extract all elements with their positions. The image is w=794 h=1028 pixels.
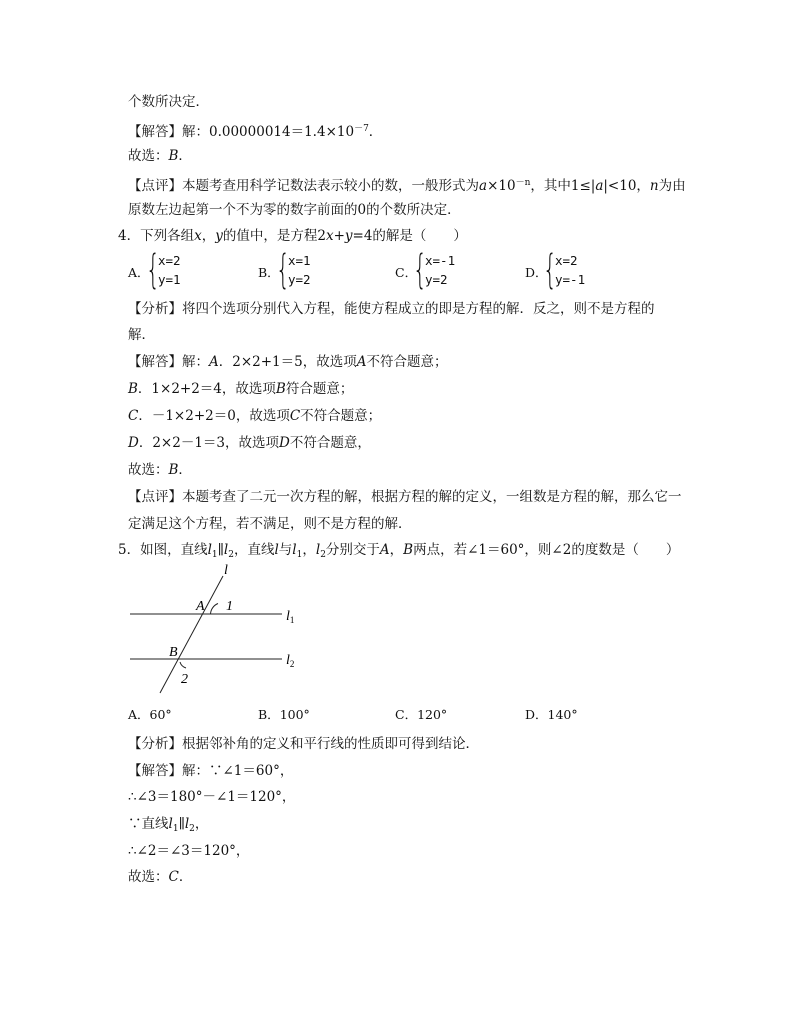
answer-calc: ．2×2－1＝3，故选项 (138, 435, 279, 451)
option-label: B． (258, 707, 280, 722)
stem-point-a: A (379, 542, 390, 558)
geometry-figure (120, 560, 320, 700)
answer-text: 解：∵∠1＝60°， (182, 763, 294, 779)
option-value: 120° (417, 707, 448, 722)
stem-var-x2: x (325, 228, 334, 244)
answer-letter: D (128, 435, 139, 451)
answer-text: 解：0.00000014＝1.4×10 (182, 124, 355, 140)
brace-icon: { (146, 247, 160, 293)
stem-sub-2b: 2 (320, 550, 326, 560)
label-l2 (286, 653, 294, 669)
q4-comment-line-1 (128, 487, 682, 507)
label-l2-main: l (286, 653, 290, 668)
answer-tail: 不符合题意； (300, 408, 382, 424)
option-a-system (146, 247, 181, 293)
stem-parallel: ∥ (217, 542, 224, 558)
comment-text-c: ，其中1≤| (530, 178, 596, 194)
system-row-1: x=-1 (425, 253, 456, 268)
option-value: 140° (547, 707, 578, 722)
q5-answer-line-2 (128, 787, 295, 807)
stem-var-l1b: l (292, 542, 297, 558)
comment-tag: 【点评】 (128, 178, 182, 194)
choose-value: B (168, 462, 179, 478)
option-a (128, 706, 172, 724)
answer-text-3: ∵直线 (128, 816, 169, 832)
q4-answer-b (128, 379, 353, 399)
answer-letter: A (209, 354, 219, 370)
answer-sub-2: 2 (189, 824, 195, 834)
answer-letter: B (128, 381, 138, 397)
comment-text-b: ×10 (487, 178, 516, 194)
label-point-b: B (169, 645, 178, 660)
answer-tag: 【解答】 (128, 763, 182, 779)
q4-stem (118, 226, 467, 246)
system-row-1: x=2 (555, 253, 578, 268)
brace-icon: { (543, 247, 557, 293)
comment-text-2: 定满足这个方程，若不满足，则不是方程的解． (128, 516, 412, 532)
q5-analysis-line (128, 734, 479, 754)
q5-answer-line-4 (128, 841, 249, 861)
stem-var-y2: y (344, 228, 353, 244)
prev-continuation (128, 92, 209, 112)
comment-exp: －n (515, 178, 531, 188)
q4-choose-line (128, 460, 192, 480)
q4-analysis-line-2 (128, 325, 155, 345)
label-l2-sub: 2 (289, 659, 295, 669)
line-l (160, 576, 223, 693)
answer-calc: ．2×2+1＝5，故选项 (218, 354, 357, 370)
question-number: 4． (118, 228, 141, 244)
analysis-tag: 【分析】 (128, 736, 182, 752)
q4-comment-line-2 (128, 514, 412, 534)
option-value: 100° (279, 707, 310, 722)
system-row-2: y=1 (158, 272, 181, 287)
stem-text-c: =4的解是（ ） (352, 228, 467, 244)
option-label-d: D． (525, 265, 548, 280)
stem-text-c: 与 (278, 542, 293, 558)
system-row-2: y=2 (288, 272, 311, 287)
comment-tag: 【点评】 (128, 489, 182, 505)
option-c (395, 706, 447, 724)
prev-choose-line (128, 146, 192, 166)
label-l: l (224, 563, 228, 578)
choose-end: ． (178, 869, 193, 885)
q5-choose-line (128, 867, 192, 887)
comment-text-e: 为由 (658, 178, 686, 194)
q4-analysis-line-1 (128, 299, 655, 319)
answer-tail: 不符合题意， (289, 435, 371, 451)
comment-var-n: n (649, 178, 659, 194)
system-row-1: x=1 (288, 253, 311, 268)
stem-comma: ， (302, 542, 316, 558)
stem-var-y: y (215, 228, 223, 244)
choose-value: B (168, 148, 179, 164)
answer-text-4: ∴∠2＝∠3＝120°， (128, 843, 250, 859)
option-label: C． (395, 707, 418, 722)
option-label: D． (525, 707, 548, 722)
choose-label: 故选： (128, 869, 169, 885)
label-angle-1: 1 (226, 599, 233, 614)
option-label: A． (128, 707, 150, 722)
stem-var-l: l (274, 542, 279, 558)
choose-end: ． (178, 148, 192, 164)
stem-text-a: 下列各组 (140, 228, 195, 244)
q4-answer-c (128, 406, 381, 426)
comment-var-a: a (479, 178, 488, 194)
option-b-system (276, 247, 311, 293)
stem-sub-2: 2 (228, 550, 234, 560)
answer-tag: 【解答】 (128, 124, 182, 140)
label-angle-2: 2 (181, 672, 188, 687)
option-value: 60° (149, 707, 172, 722)
answer-tail: 不符合题意； (366, 354, 448, 370)
system-row-2: y=-1 (555, 272, 586, 287)
prev-comment-line-1 (128, 173, 686, 196)
stem-text-e: ， (389, 542, 404, 558)
stem-text-a: 如图，直线 (140, 542, 208, 558)
system-row-1: x=2 (158, 253, 181, 268)
analysis-text: 根据邻补角的定义和平行线的性质即可得到结论． (182, 736, 479, 752)
q4-answer-d (128, 433, 371, 453)
label-l1-main: l (286, 609, 290, 624)
angle-2-arc (180, 662, 186, 668)
stem-text-d: 分别交于 (325, 542, 380, 558)
system-row-2: y=2 (425, 272, 448, 287)
prev-comment-line-2 (128, 200, 461, 220)
answer-tag: 【解答】 (128, 354, 182, 370)
answer-end-3: ， (194, 816, 209, 832)
option-label-c: C． (395, 265, 418, 280)
answer-option: A (356, 354, 367, 370)
label-l1-sub: 1 (289, 615, 295, 625)
prev-cont-text: 个数所决定． (128, 94, 209, 110)
stem-var-l2b: l (315, 542, 321, 558)
answer-calc: ．－1×2+2＝0，故选项 (138, 408, 290, 424)
stem-text-f: 两点，若∠1＝60°，则∠2的度数是（ ） (413, 542, 680, 558)
answer-var-l2: l (184, 816, 190, 832)
answer-option: D (279, 435, 290, 451)
comment-text-d: |<10， (603, 178, 650, 194)
q5-answer-line-3 (128, 814, 208, 839)
analysis-text: 将四个选项分别代入方程，能使方程成立的即是方程的解．反之，则不是方程的 (182, 301, 655, 317)
analysis-text-2: 解． (128, 327, 155, 343)
label-l1 (286, 609, 294, 625)
question-number: 5． (118, 542, 141, 558)
q5-answer-line-1 (128, 761, 293, 781)
stem-text-b: ，直线 (233, 542, 275, 558)
comment-text-a: 本题考查用科学记数法表示较小的数，一般形式为 (182, 178, 479, 194)
comment-text-l2: 原数左边起第一个不为零的数字前面的0的个数所决定． (128, 202, 461, 218)
stem-sub-1: 1 (211, 550, 218, 560)
angle-1-arc (211, 604, 219, 615)
answer-exponent: －7 (354, 124, 369, 134)
choose-label: 故选： (128, 462, 169, 478)
answer-parallel: ∥ (178, 816, 185, 832)
option-d (525, 706, 578, 724)
q4-answer-a (128, 352, 447, 372)
answer-option: B (275, 381, 286, 397)
choose-label: 故选： (128, 148, 169, 164)
option-label-b: B． (258, 265, 280, 280)
stem-var-l1: l (207, 542, 212, 558)
option-d-system (543, 247, 586, 293)
brace-icon: { (413, 247, 427, 293)
stem-plus: + (333, 228, 345, 244)
answer-text-2: ∴∠3＝180°－∠1＝120°， (128, 789, 296, 805)
stem-var-x: x (194, 228, 202, 244)
brace-icon: { (276, 247, 290, 293)
answer-lead: 解： (182, 354, 209, 370)
answer-end: ． (368, 124, 383, 140)
prev-answer-line (128, 119, 382, 142)
stem-var-l2: l (223, 542, 229, 558)
answer-sub-1: 1 (172, 824, 179, 834)
answer-letter: C (128, 408, 139, 424)
answer-calc: ．1×2+2＝4，故选项 (137, 381, 276, 397)
option-b (258, 706, 310, 724)
choose-end: ． (178, 462, 192, 478)
choose-value: C (168, 869, 179, 885)
stem-point-b: B (403, 542, 414, 558)
answer-var-l1: l (168, 816, 173, 832)
stem-sub-1b: 1 (296, 550, 303, 560)
answer-tail: 符合题意； (285, 381, 354, 397)
stem-text-b: 的值中，是方程2 (222, 228, 326, 244)
stem-comma: ， (201, 228, 216, 244)
option-label-a: A． (128, 265, 150, 280)
analysis-tag: 【分析】 (128, 301, 182, 317)
label-point-a: A (196, 599, 205, 614)
answer-option: C (289, 408, 301, 424)
comment-var-a2: a (595, 178, 604, 194)
option-c-system (413, 247, 456, 293)
comment-text: 本题考查了二元一次方程的解，根据方程的解的定义，一组数是方程的解，那么它一 (182, 489, 682, 505)
